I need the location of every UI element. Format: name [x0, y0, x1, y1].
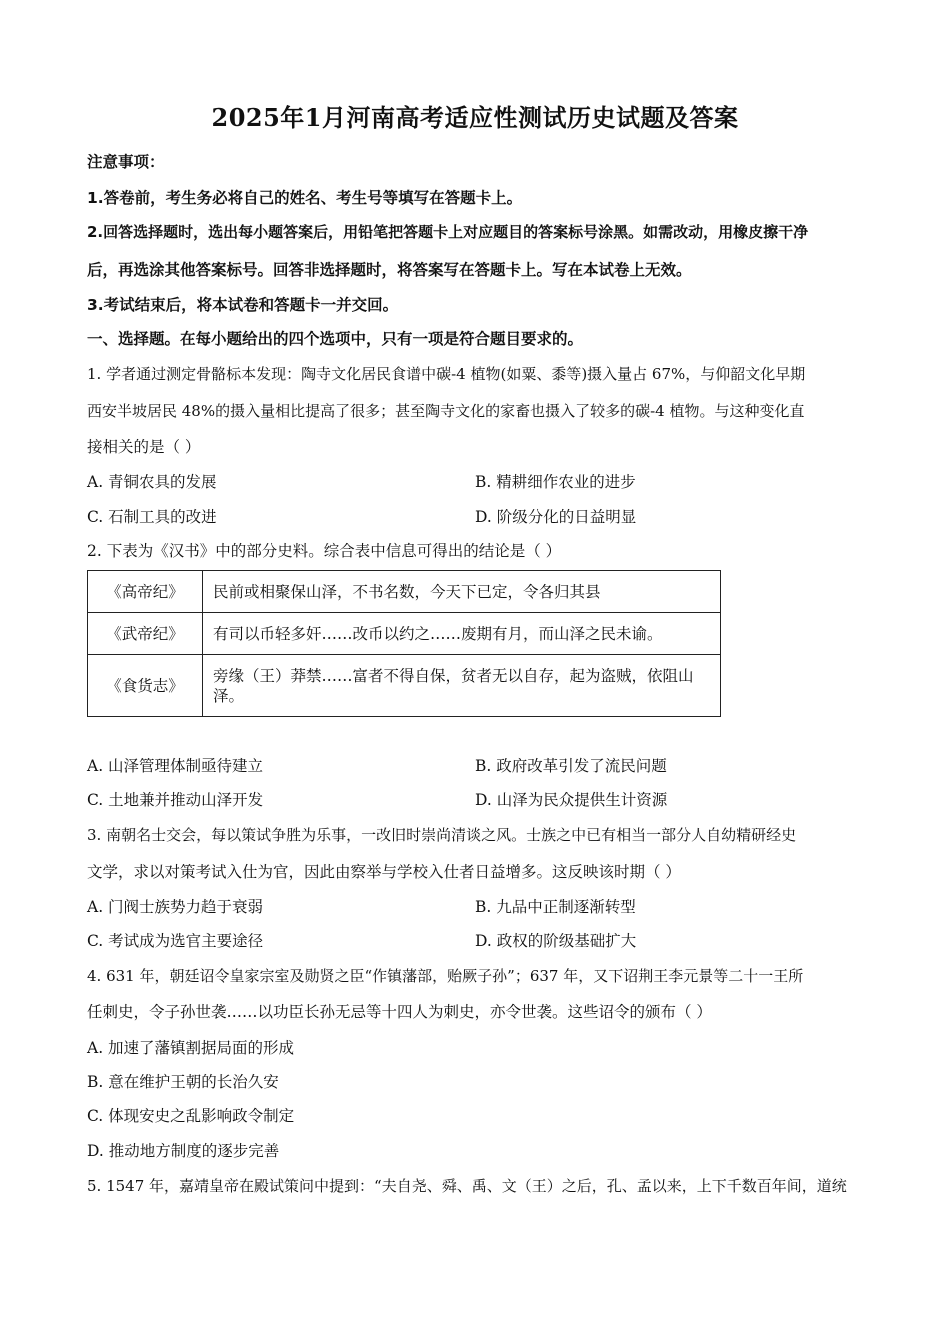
q2-stem: 2. 下表为《汉书》中的部分史料。综合表中信息可得出的结论是（ ）: [87, 542, 562, 560]
q4-option-b: B. 意在维护王朝的长治久安: [87, 1073, 279, 1091]
q1-option-a: A. 青铜农具的发展: [87, 473, 217, 491]
q2-option-c: C. 土地兼并推动山泽开发: [87, 791, 264, 809]
q1-stem-line-2: 西安半坡居民 48%的摄入量相比提高了很多；甚至陶寺文化的家畜也摄入了较多的碳-4 植物。与这种变化直: [87, 402, 805, 420]
notice-item-2-line-2: 后，再选涂其他答案标号。回答非选择题时，将答案写在答题卡上。写在本试卷上无效。: [87, 261, 692, 279]
q2-option-b: B. 政府改革引发了流民问题: [475, 757, 667, 775]
q4-option-c: C. 体现安史之乱影响政令制定: [87, 1107, 295, 1125]
table-source-cell: 《武帝纪》: [88, 613, 203, 655]
notice-item-2-line-1: 2.回答选择题时，选出每小题答案后，用铅笔把答题卡上对应题目的答案标号涂黑。如需改动，用橡皮擦干净: [87, 223, 809, 241]
q1-option-b: B. 精耕细作农业的进步: [475, 473, 636, 491]
q3-option-c: C. 考试成为选官主要途径: [87, 932, 264, 950]
q4-stem-line-2: 任刺史，令子孙世袭……以功臣长孙无忌等十四人为刺史，亦令世袭。这些诏令的颁布（ ）: [87, 1003, 712, 1021]
table-row: [88, 571, 721, 613]
q3-option-d: D. 政权的阶级基础扩大: [475, 932, 637, 950]
section-heading: 一、选择题。在每小题给出的四个选项中，只有一项是符合题目要求的。: [87, 330, 584, 348]
q5-stem-line-1: 5. 1547 年，嘉靖皇帝在殿试策问中提到：“夫自尧、舜、禹、文（王）之后，孔、孟以来，上下千数百年间，道统: [87, 1177, 847, 1195]
table-source-cell: 《食货志》: [88, 655, 203, 717]
q1-stem-line-3: 接相关的是（ ）: [87, 438, 201, 456]
q4-option-d: D. 推动地方制度的逐步完善: [87, 1142, 280, 1160]
q3-option-b: B. 九品中正制逐渐转型: [475, 898, 636, 916]
table-text-cell: 有司以币轻多奸……改币以约之……废期有月，而山泽之民未谕。: [203, 613, 721, 655]
q4-option-a: A. 加速了藩镇割据局面的形成: [87, 1039, 295, 1057]
q2-option-d: D. 山泽为民众提供生计资源: [475, 791, 668, 809]
q2-option-a: A. 山泽管理体制亟待建立: [87, 757, 264, 775]
table-source-cell: 《高帝纪》: [88, 571, 203, 613]
q3-stem-line-1: 3. 南朝名士交会，每以策试争胜为乐事，一改旧时崇尚清谈之风。士族之中已有相当一部分人自幼精研经史: [87, 826, 797, 844]
q1-option-c: C. 石制工具的改进: [87, 508, 217, 526]
table-row: [88, 655, 721, 717]
q3-stem-line-2: 文学，求以对策考试入仕为官，因此由察举与学校入仕者日益增多。这反映该时期（ ）: [87, 863, 681, 881]
notice-item-3: 3.考试结束后，将本试卷和答题卡一并交回。: [87, 296, 399, 314]
table-row: [88, 613, 721, 655]
q4-stem-line-1: 4. 631 年，朝廷诏令皇家宗室及勋贤之臣“作镇藩部，贻厥子孙”；637 年，又下诏荆王李元景等二十一王所: [87, 967, 804, 985]
notice-heading: 注意事项：: [87, 153, 165, 171]
source-table: [87, 570, 721, 717]
q3-option-a: A. 门阀士族势力趋于衰弱: [87, 898, 264, 916]
q1-stem-line-1: 1. 学者通过测定骨骼标本发现：陶寺文化居民食谱中碳-4 植物(如粟、黍等)摄入量占 67%，与仰韶文化早期: [87, 365, 806, 383]
table-text-cell: 民前或相聚保山泽，不书名数，今天下已定，令各归其县: [203, 571, 721, 613]
page-title: 2025年1月河南高考适应性测试历史试题及答案: [211, 103, 739, 132]
notice-item-1: 1.答卷前，考生务必将自己的姓名、考生号等填写在答题卡上。: [87, 189, 523, 207]
q1-option-d: D. 阶级分化的日益明显: [475, 508, 637, 526]
table-text-cell: 旁缘（王）莽禁……富者不得自保，贫者无以自存，起为盗贼，依阻山泽。: [203, 655, 721, 717]
